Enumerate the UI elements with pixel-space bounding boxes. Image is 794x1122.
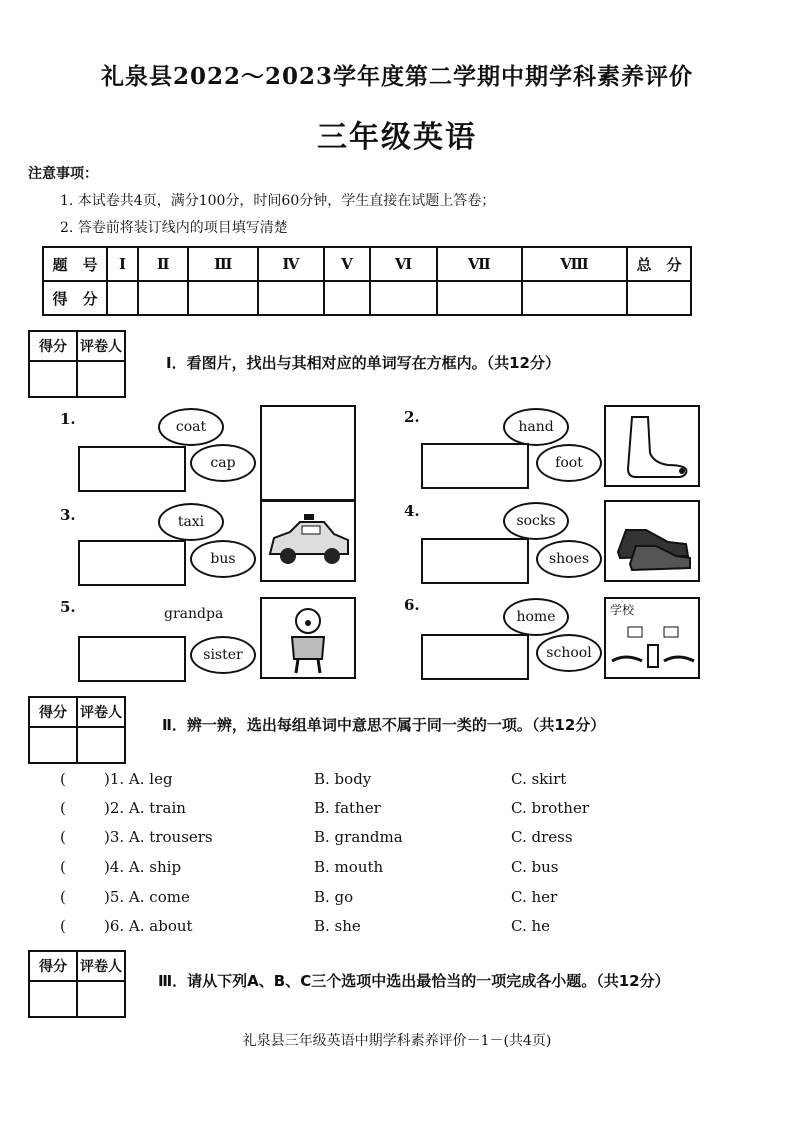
question-option-b: B. mouth [314, 858, 384, 876]
answer-box[interactable] [78, 636, 186, 682]
grader-score-cell[interactable] [29, 361, 77, 397]
word-oval: sister [190, 636, 256, 674]
grader-score-label: 得分 [29, 697, 77, 727]
score-table-header-label: 题 号 [43, 247, 107, 281]
item-number: 2. [404, 408, 420, 426]
word-oval: taxi [158, 503, 224, 541]
answer-paren[interactable]: ( [60, 770, 66, 788]
score-table-col: Ⅷ [522, 247, 627, 281]
score-table-col: Ⅰ [107, 247, 138, 281]
score-table-col: Ⅲ [188, 247, 258, 281]
grader-score-cell[interactable] [29, 727, 77, 763]
question-option-a: )1. A. leg [104, 770, 173, 788]
question-option-b: B. grandma [314, 828, 403, 846]
question-option-c: C. bus [511, 858, 559, 876]
item-number: 6. [404, 596, 420, 614]
item-number: 5. [60, 598, 76, 616]
answer-paren[interactable]: ( [60, 858, 66, 876]
word-oval: coat [158, 408, 224, 446]
item-number: 1. [60, 410, 76, 428]
section1-title: Ⅰ．看图片，找出与其相对应的单词写在方框内。（共12分） [166, 354, 560, 372]
score-cell[interactable] [138, 281, 188, 315]
exam-title: 礼泉县2022～2023学年度第二学期中期学科素养评价 [100, 63, 694, 90]
answer-box[interactable] [421, 538, 529, 584]
question-option-c: C. skirt [511, 770, 567, 788]
question-option-a: )4. A. ship [104, 858, 182, 876]
grader-box [28, 696, 126, 764]
score-cell[interactable] [258, 281, 323, 315]
school-icon [604, 597, 700, 679]
answer-paren[interactable]: ( [60, 917, 66, 935]
score-cell[interactable] [370, 281, 436, 315]
question-option-b: B. go [314, 888, 354, 906]
answer-paren[interactable]: ( [60, 828, 66, 846]
word-oval: socks [503, 502, 569, 540]
note-item: 2. 答卷前将装订线内的项目填写清楚 [60, 220, 288, 236]
picture-label: 学校 [610, 603, 635, 617]
question-option-c: C. brother [511, 799, 590, 817]
taxi-icon [260, 500, 356, 582]
foot-icon [604, 405, 700, 487]
score-table-col: Ⅴ [324, 247, 371, 281]
score-table-col: Ⅵ [370, 247, 436, 281]
question-option-a: )6. A. about [104, 917, 193, 935]
word-oval: bus [190, 540, 256, 578]
score-table [42, 246, 692, 316]
grandpa-icon [260, 597, 356, 679]
answer-box[interactable] [78, 446, 186, 492]
grader-box [28, 950, 126, 1018]
word-oval: foot [536, 444, 602, 482]
item-number: 3. [60, 506, 76, 524]
item-number: 4. [404, 502, 420, 520]
question-option-c: C. dress [511, 828, 573, 846]
shoes-icon [604, 500, 700, 582]
answer-paren[interactable]: ( [60, 799, 66, 817]
score-cell[interactable] [324, 281, 371, 315]
answer-paren[interactable]: ( [60, 888, 66, 906]
grader-cell[interactable] [77, 981, 125, 1017]
question-option-a: )5. A. come [104, 888, 190, 906]
grader-cell[interactable] [77, 727, 125, 763]
section3-title: Ⅲ．请从下列A、B、C三个选项中选出最恰当的一项完成各小题。（共12分） [158, 972, 670, 990]
score-table-col: Ⅶ [437, 247, 523, 281]
word-oval: hand [503, 408, 569, 446]
note-item: 1. 本试卷共4页，满分100分，时间60分钟，学生直接在试题上答卷； [60, 193, 496, 209]
grader-cell[interactable] [77, 361, 125, 397]
notes-heading: 注意事项： [28, 166, 98, 182]
picture-blank [260, 405, 356, 501]
question-option-b: B. father [314, 799, 381, 817]
question-option-b: B. she [314, 917, 361, 935]
score-table-score-label: 得 分 [43, 281, 107, 315]
score-cell[interactable] [437, 281, 523, 315]
answer-box[interactable] [78, 540, 186, 586]
score-table-col: Ⅳ [258, 247, 323, 281]
grader-label: 评卷人 [77, 331, 125, 361]
word-label: grandpa [164, 606, 224, 622]
page-footer: 礼泉县三年级英语中期学科素养评价－1－(共4页) [242, 1033, 552, 1049]
word-oval: shoes [536, 540, 602, 578]
score-cell[interactable] [627, 281, 691, 315]
grader-box [28, 330, 126, 398]
question-option-c: C. he [511, 917, 551, 935]
word-oval: school [536, 634, 602, 672]
grader-label: 评卷人 [77, 951, 125, 981]
score-cell[interactable] [522, 281, 627, 315]
question-option-a: )2. A. train [104, 799, 186, 817]
grader-label: 评卷人 [77, 697, 125, 727]
grader-score-cell[interactable] [29, 981, 77, 1017]
score-cell[interactable] [107, 281, 138, 315]
question-option-a: )3. A. trousers [104, 828, 213, 846]
score-cell[interactable] [188, 281, 258, 315]
question-option-c: C. her [511, 888, 558, 906]
grader-score-label: 得分 [29, 331, 77, 361]
exam-subtitle: 三年级英语 [317, 120, 477, 155]
answer-box[interactable] [421, 634, 529, 680]
section2-title: Ⅱ．辨一辨，选出每组单词中意思不属于同一类的一项。（共12分） [162, 716, 606, 734]
answer-box[interactable] [421, 443, 529, 489]
score-table-col: Ⅱ [138, 247, 188, 281]
grader-score-label: 得分 [29, 951, 77, 981]
score-table-total-label: 总 分 [627, 247, 691, 281]
word-oval: home [503, 598, 569, 636]
word-oval: cap [190, 444, 256, 482]
question-option-b: B. body [314, 770, 372, 788]
